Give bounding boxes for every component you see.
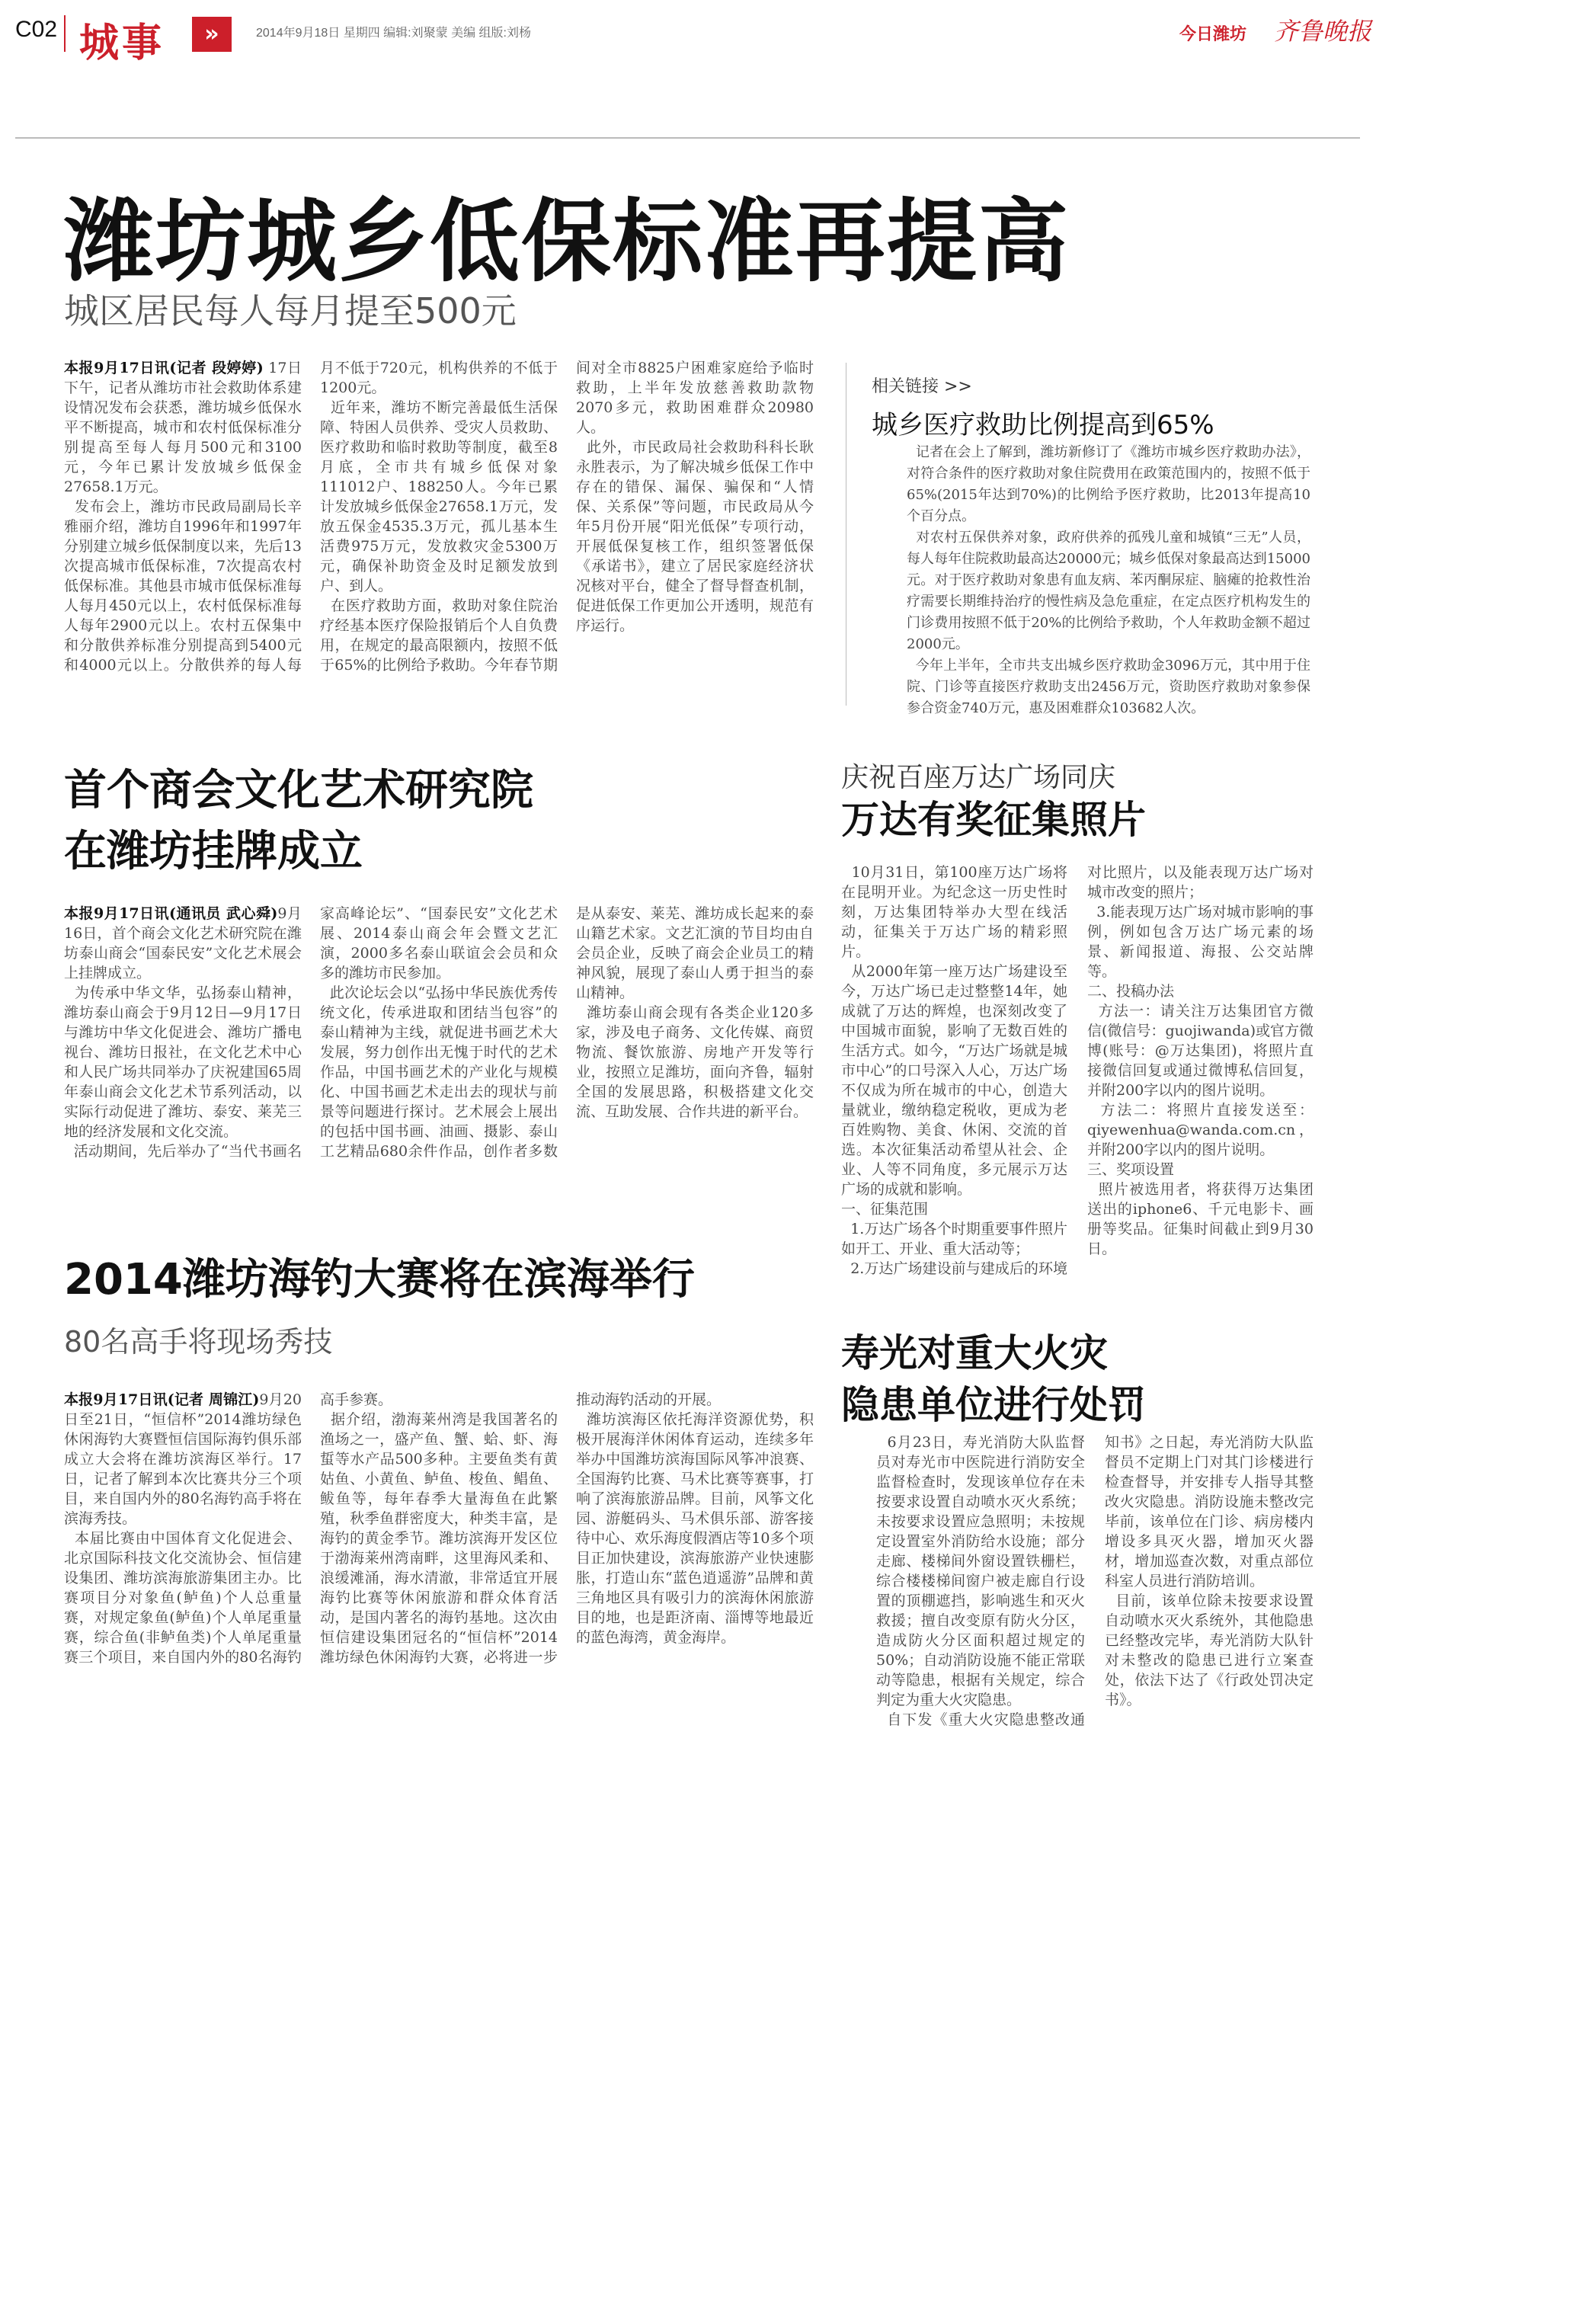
fishing-story-body [64,1390,814,1771]
newspaper-logo: 齐鲁晚报 [1274,17,1372,46]
fire-headline-line1: 寿光对重大火灾 [841,1331,1108,1375]
wanda-kicker: 庆祝百座万达广场同庆 [841,762,1116,793]
fishing-subheadline: 80名高手将现场秀技 [64,1325,333,1359]
issue-meta: 2014年9月18日 星期四 编辑:刘聚蒙 美编 组版:刘杨 [256,27,531,40]
fishing-headline: 2014潍坊海钓大赛将在滨海举行 [64,1255,695,1304]
lead-story-text: 17日下午，记者从潍坊市社会救助体系建设情况发布会获悉，潍坊城乡低保水平不断提高，城市和农村低保标准分别提高至每人每月500元和3100元，今年已累计发放城乡低保金27658.1万元。 发布会上，潍坊市民政局副局长辛雅丽介绍，潍坊自1996年和1997年分别建立城乡低保制度以来，先后13次提高城市低保标准，7次提高农村低保标准。其他县市城市低保标准每人每月450元以上，农村低保标准每人每年2900元以上。农村五保集中和分散供养标准分别提高到5400元和4000元以上。分散供养的每人每月不低于720元，机构供养的不低于1200元。 近年来，潍坊不断完善最低生活保障、特困人员供养、受灾人员救助、医疗救助和临时救助等制度，截至8月底，全市共有城乡低保对象111012户、188250人。今年已累计发放城乡低保金27658.1万元，发放五保金4535.3万元，孤儿基本生活费975万元，发放救灾金5300万元，确保补助资金及时足额发放到户、到人。 在医疗救助方面，救助对象住院治疗经基本医疗保险报销后个人自负费用，在规定的最高限额内，按照不低于65%的比例给予救助。今年春节期间对全市8825户困难家庭给予临时救助，上半年发放慈善救助款物2070多元，救助困难群众20980人。 此外，市民政局社会救助科科长耿永胜表示，为了解决城乡低保工作中存在的错保、漏保、骗保和“人情保、关系保”等问题，市民政局从今年5月份开展“阳光低保”专项行动，开展低保复核工作，组织签署低保《承诺书》，建立了居民家庭经济状况核对平台，健全了督导督查机制，促进低保工作更加公开透明，规范有序运行。 [64,360,814,674]
art-story-text: 9月16日，首个商会文化艺术研究院在潍坊泰山商会“国泰民安”文化艺术展会上挂牌成立。 为传承中华文华，弘扬泰山精神，潍坊泰山商会于9月12日—9月17日与潍坊中华文化促进会、潍坊广播电视台、潍坊日报社，在文化艺术中心和人民广场共同举办了庆祝建国65周年泰山商会文化艺术节系列活动，以实际行动促进了潍坊、泰安、莱芜三地的经济发展和文化交流。 活动期间，先后举办了“当代书画名家高峰论坛”、“国泰民安”文化艺术展、2014泰山商会年会暨文艺汇演，2000多名泰山联谊会会员和众多的潍坊市民参加。 此次论坛会以“弘扬中华民族优秀传统文化，传承进取和团结当包容”的泰山精神为主线，就促进书画艺术大发展，努力创作出无愧于时代的艺术作品，中国书画艺术的产业化与规模化、中国书画艺术走出去的现状与前景等问题进行探讨。艺术展会上展出的包括中国书画、油画、摄影、泰山工艺精品680余件作品，创作者多数是从泰安、莱芜、潍坊成长起来的泰山籍艺术家。文艺汇演的节目均由自会员企业，反映了商会企业员工的精神风貌，展现了泰山人勇于担当的泰山精神。 潍坊泰山商会现有各类企业120多家，涉及电子商务、文化传媒、商贸物流、餐饮旅游、房地产开发等行业，按照立足潍坊，面向齐鲁，辐射全国的发展思路，积极搭建文化交流、互助发展、合作共进的新平台。 [64,905,814,1160]
header-rule [15,137,1360,139]
fire-story-body: 6月23日，寿光消防大队监督员对寿光市中医院进行消防安全监督检查时，发现该单位存在未按要求设置自动喷水灭火系统；未按要求设置应急照明；未按规定设置室外消防给水设施；部分走廊、楼梯间外窗设置铁栅栏，综合楼楼梯间窗户被走廊自行设置的顶棚遮挡，影响逃生和灭火救援；擅自改变原有防火分区，造成防火分区面积超过规定的50%；自动消防设施不能正常联动等隐患，根据有关规定，综合判定为重大火灾隐患。 自下发《重大火灾隐患整改通知书》之日起，寿光消防大队监督员不定期上门对其门诊楼进行检查督导，并安排专人指导其整改火灾隐患。消防设施未整改完毕前，该单位在门诊、病房楼内增设多具灭火器，增加灭火器材，增加巡查次数，对重点部位科室人员进行消防培训。 目前，该单位除未按要求设置自动喷水灭火系统外，其他隐患已经整改完毕，寿光消防大队针对未整改的隐患已进行立案查处，依法下达了《行政处罚决定书》。 [876,1434,1314,1728]
chevron-right-icon: » [192,17,232,52]
art-story-dateline: 本报9月17日讯(通讯员 武心舜) [64,905,278,922]
related-link-body: 记者在会上了解到，潍坊新修订了《潍坊市城乡医疗救助办法》，对符合条件的医疗救助对象住院费用在政策范围内的，按照不低于65%(2015年达到70%)的比例给予医疗救助，比2013年提高10个百分点。 对农村五保供养对象，政府供养的孤残儿童和城镇“三无”人员，每人每年住院救助最高达20000元；城乡低保对象最高达到15000元。对于医疗救助对象患有血友病、苯丙酮尿症、脑瘫的抢救性治疗需要长期维持治疗的慢性病及急危重症，在定点医疗机构发生的门诊费用按照不低于20%的比例给予救助，个人年救助金额不超过2000元。 今年上半年，全市共支出城乡医疗救助金3096万元，其中用于住院、门诊等直接医疗救助支出2456万元，资助医疗救助对象参保参合资金740万元，惠及困难群众103682人次。 [907,444,1311,716]
wanda-story-body: 10月31日，第100座万达广场将在昆明开业。为纪念这一历史性时刻，万达集团特举办大型在线活动，征集关于万达广场的精彩照片。 从2000年第一座万达广场建设至今，万达广场已走过整整14年，她成就了万达的辉煌，也深刻改变了中国城市面貌，影响了无数百姓的生活方式。如今，“万达广场就是城市中心”的口号深入人心，万达广场不仅成为所在城市的中心，创造大量就业，缴纳稳定税收，更成为老百姓购物、美食、休闲、交流的首选。本次征集活动希望从社会、企业、人等不同角度，多元展示万达广场的成就和影响。 一、征集范围 1.万达广场各个时期重要事件照片如开工、开业、重大活动等； 2.万达广场建设前与建成后的环境对比照片，以及能表现万达广场对城市改变的照片； 3.能表现万达广场对城市影响的事例，例如包含万达广场元素的场景、新闻报道、海报、公交站牌等。 二、投稿办法 方法一：请关注万达集团官方微信(微信号：guojiwanda)或官方微博(账号：@万达集团)，将照片直接微信回复或通过微博私信回复，并附200字以内的图片说明。 方法二：将照片直接发送至：qiyewenhua@wanda.com.cn，并附200字以内的图片说明。 三、奖项设置 照片被选用者，将获得万达集团送出的iphone6、千元电影卡、画册等奖品。征集时间截止到9月30日。 [841,864,1314,1277]
related-link-label: 相关链接 >> [872,377,972,396]
header-divider [64,15,66,52]
section-kicker-today: 今日潍坊 [1179,25,1247,44]
fishing-story-dateline: 本报9月17日讯(记者 周锦江) [64,1391,260,1408]
art-headline-line1: 首个商会文化艺术研究院 [64,766,533,815]
section-title: 城事 [79,21,165,66]
art-story-body [64,904,814,1233]
lead-subheadline: 城区居民每人每月提至500元 [64,290,517,331]
lead-story-body [64,358,814,713]
wanda-headline: 万达有奖征集照片 [841,798,1146,842]
related-link-title: 城乡医疗救助比例提高到65% [872,410,1214,440]
page-number: C02 [15,17,58,42]
art-headline-line2: 在潍坊挂牌成立 [64,827,363,876]
lead-headline: 潍坊城乡低保标准再提高 [64,189,1070,294]
lead-story-dateline: 本报9月17日讯(记者 段婷婷) [64,360,264,376]
fishing-story-text: 9月20日至21日，“恒信杯”2014潍坊绿色休闲海钓大赛暨恒信国际海钓俱乐部成立大会将在潍坊滨海区举行。17日，记者了解到本次比赛共分三个项目，来自国内外的80名海钓高手将在滨海秀技。 本届比赛由中国体育文化促进会、北京国际科技文化交流协会、恒信建设集团、潍坊滨海旅游集团主办。比赛项目分对象鱼(鲈鱼)个人总重量赛，对规定象鱼(鲈鱼)个人单尾重量赛，综合鱼(非鲈鱼类)个人单尾重量赛三个项目，来自国内外的80名海钓高手参赛。 据介绍，渤海莱州湾是我国著名的渔场之一，盛产鱼、蟹、蛤、虾、海蜇等水产品500多种。主要鱼类有黄姑鱼、小黄鱼、鲈鱼、梭鱼、鲳鱼、鲅鱼等，每年春季大量海鱼在此繁殖，秋季鱼群密度大，种类丰富，是海钓的黄金季节。潍坊滨海开发区位于渤海莱州湾南畔，这里海风柔和、浪缓滩涌，海水清澈，非常适宜开展海钓比赛等休闲旅游和群众体育活动，是国内著名的海钓基地。这次由恒信建设集团冠名的“恒信杯”2014潍坊绿色休闲海钓大赛，必将进一步推动海钓活动的开展。 潍坊滨海区依托海洋资源优势，积极开展海洋休闲体育运动，连续多年举办中国潍坊滨海国际风筝冲浪赛、全国海钓比赛、马术比赛等赛事，打响了滨海旅游品牌。目前，风筝文化园、游艇码头、马术俱乐部、游客接待中心、欢乐海度假酒店等10多个项目正加快建设，滨海旅游产业快速膨胀，打造山东“蓝色逍遥游”品牌和黄三角地区具有吸引力的滨海休闲旅游目的地，也是距济南、淄博等地最近的蓝色海湾，黄金海岸。 [64,1391,814,1666]
fire-headline-line2: 隐患单位进行处罚 [841,1383,1146,1427]
